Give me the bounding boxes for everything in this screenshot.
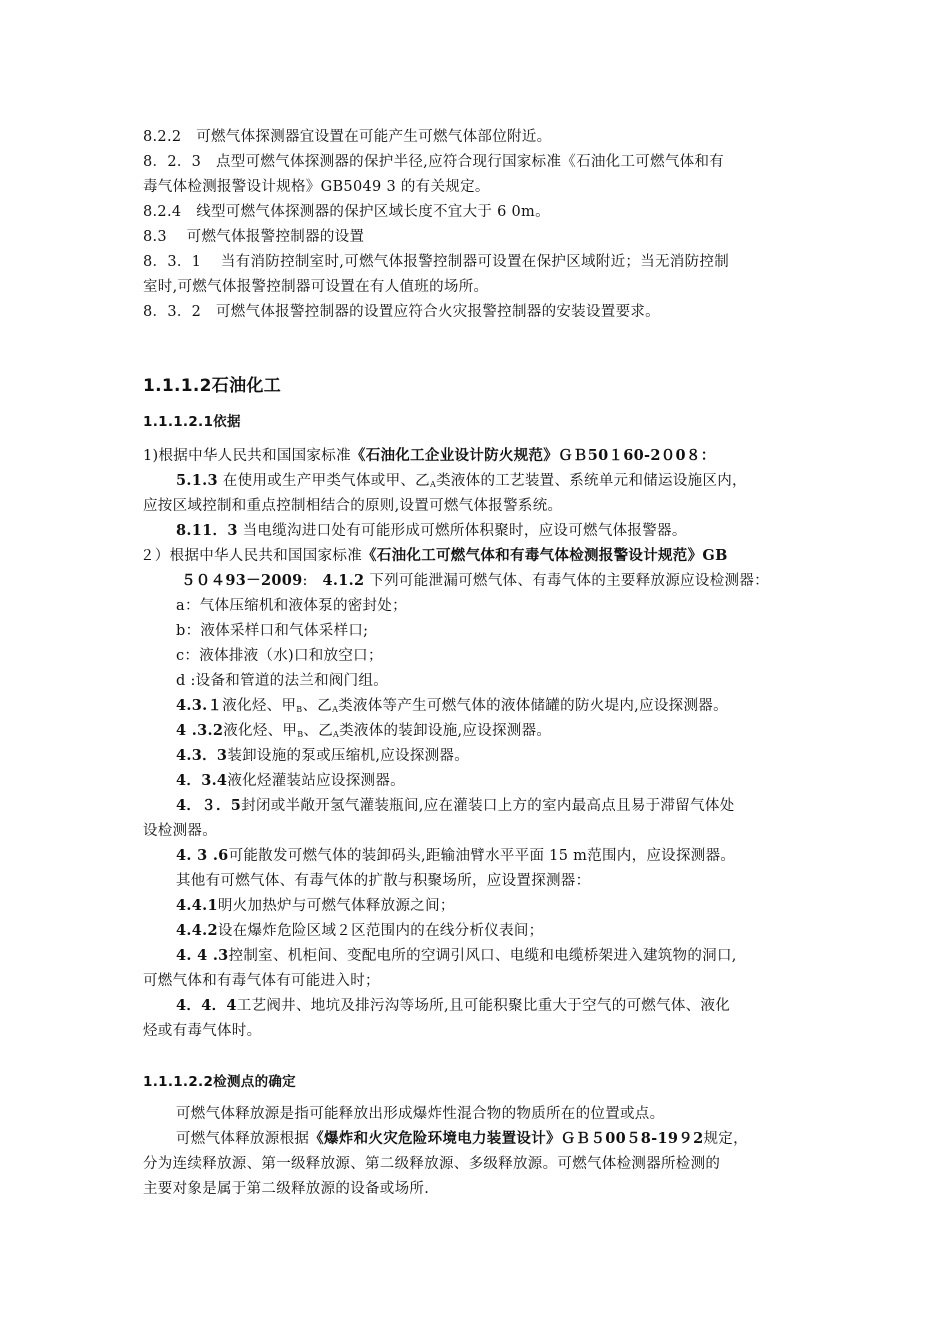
clause-8-3-1-line1: 8．3．1 当有消防控制室时,可燃气体报警控制器可设置在保护区域附近；当无消防控制 xyxy=(143,254,729,270)
paragraph-release-source-classification-line3: 主要对象是属于第二级释放源的设备或场所. xyxy=(143,1181,430,1197)
standard-gb50058: 《爆炸和火灾危险环境电力装置设计》ＧＢ５00５8-19９2 xyxy=(309,1130,704,1147)
list-item-a: a：气体压缩机和液体泵的密封处； xyxy=(176,598,407,614)
basis-item-2-line1: ２）根据中华人民共和国国家标准《石油化工可燃气体和有毒气体检测报警设计规范》GB xyxy=(140,547,728,564)
clause-number: 8.11．3 xyxy=(176,522,238,539)
clause-number: 5.1.3 xyxy=(176,472,218,489)
clause-8-3-2: 8．3．2 可燃气体报警控制器的设置应符合火灾报警控制器的安装设置要求。 xyxy=(143,304,660,320)
clause-8-11-3: 8.11．3 当电缆沟进口处有可能形成可燃所体积聚时，应设可燃气体报警器。 xyxy=(176,522,687,539)
clause-4-4-4-line2: 烃或有毒气体时。 xyxy=(143,1023,262,1039)
clause-4-3-5-line2: 设检测器。 xyxy=(143,823,217,839)
standard-gb50493: 《石油化工可燃气体和有毒气体检测报警设计规范》GB xyxy=(362,547,728,564)
other-locations-intro: 其他有可燃气体、有毒气体的扩散与积聚场所，应设置探测器： xyxy=(176,873,591,889)
section-heading-petrochemical: 1.1.1.2石油化工 xyxy=(143,376,281,396)
clause-5-1-3-line2: 应按区域控制和重点控制相结合的原则,设置可燃气体报警系统。 xyxy=(143,498,563,514)
basis-item-1 xyxy=(143,446,716,466)
clause-4-4-2: 4.4.2设在爆炸危险区域２区范围内的在线分析仪表间； xyxy=(176,922,544,939)
clause-4-3-2: 4 .3.2液化烃、甲$_B$、乙$_A$类液体的装卸设施,应设探测器。 xyxy=(176,722,552,739)
clause-4-3-4: 4．3.4液化烃灌装站应设探测器。 xyxy=(176,772,405,789)
subsection-heading-detection-points: 1.1.1.2.2检测点的确定 xyxy=(143,1074,296,1090)
paragraph-release-source-classification-line1: 可燃气体释放源根据《爆炸和火灾危险环境电力装置设计》ＧＢ５00５8-19９2规定， xyxy=(176,1130,748,1147)
section-8-3-heading: 8.3 可燃气体报警控制器的设置 xyxy=(143,229,365,245)
clause-4-3-6: 4. 3 .6可能散发可燃气体的装卸码头,距输油臂水平平面 15 m范围内，应设探测器。 xyxy=(176,847,736,864)
clause-4-3-1: 4.3.１液化烃、甲$_B$、乙$_A$类液体等产生可燃气体的液体储罐的防火堤内,应设探测器。 xyxy=(176,697,728,714)
clause-4-4-3-line1: 4. 4 .3控制室、机柜间、变配电所的空调引风口、电缆和电缆桥架进入建筑物的洞口, xyxy=(176,947,737,964)
list-item-d: d :设备和管道的法兰和阀门组。 xyxy=(176,673,389,689)
clause-4-4-3-line2: 可燃气体和有毒气体有可能进入时； xyxy=(143,973,380,989)
clause-8-2-4: 8.2.4 线型可燃气体探测器的保护区域长度不宜大于 6 0m。 xyxy=(143,204,550,220)
clause-5-1-3-line1: 5.1.3 在使用或生产甲类气体或甲、乙$_A$类液体的工艺装置、系统单元和储运设施区内， xyxy=(176,472,747,489)
clause-4-4-1: 4.4.1明火加热炉与可燃气体释放源之间； xyxy=(176,897,455,914)
clause-8-2-3-line1: 8．2．3 点型可燃气体探测器的保护半径,应符合现行国家标准《石油化工可燃气体和有 xyxy=(143,154,725,170)
clause-4-3-5-line1: 4．３．5封闭或半敞开氢气灌装瓶间,应在灌装口上方的室内最高点且易于滞留气体处 xyxy=(176,797,735,814)
clause-8-2-2: 8.2.2 可燃气体探测器宜设置在可能产生可燃气体部位附近。 xyxy=(143,129,552,145)
paragraph-release-source-definition: 可燃气体释放源是指可能释放出形成爆炸性混合物的物质所在的位置或点。 xyxy=(176,1106,665,1122)
clause-number: 4.1.2 xyxy=(322,572,365,589)
clause-8-3-1-line2: 室时,可燃气体报警控制器可设置在有人值班的场所。 xyxy=(143,279,489,295)
clause-4-4-4-line1: 4．4．4工艺阀井、地坑及排污沟等场所,且可能积聚比重大于空气的可燃气体、液化 xyxy=(176,997,731,1014)
paragraph-release-source-classification-line2: 分为连续释放源、第一级释放源、第二级释放源、多级释放源。可燃气体检测器所检测的 xyxy=(143,1156,721,1172)
standard-gb50160: 《石油化工企业设计防火规范》ＧＢ50１60-2０0８： xyxy=(350,447,716,464)
basis-item-2-line2: ５０４93－2009: 4.1.2 下列可能泄漏可燃气体、有毒气体的主要释放源应设检测器： xyxy=(181,572,769,589)
list-item-c: c：液体排液（水)口和放空口； xyxy=(176,648,383,664)
subsection-heading-basis: 1.1.1.2.1依据 xyxy=(143,414,241,430)
list-item-b: b：液体采样口和气体采样口; xyxy=(176,623,369,639)
clause-4-3-3: 4.3．3装卸设施的泵或压缩机,应设探测器。 xyxy=(176,747,470,764)
basis-item-1-intro: 1)根据中华人民共和国国家标准 xyxy=(143,448,351,464)
clause-8-2-3-line2: 毒气体检测报警设计规格》GB5049 3 的有关规定。 xyxy=(143,179,490,195)
